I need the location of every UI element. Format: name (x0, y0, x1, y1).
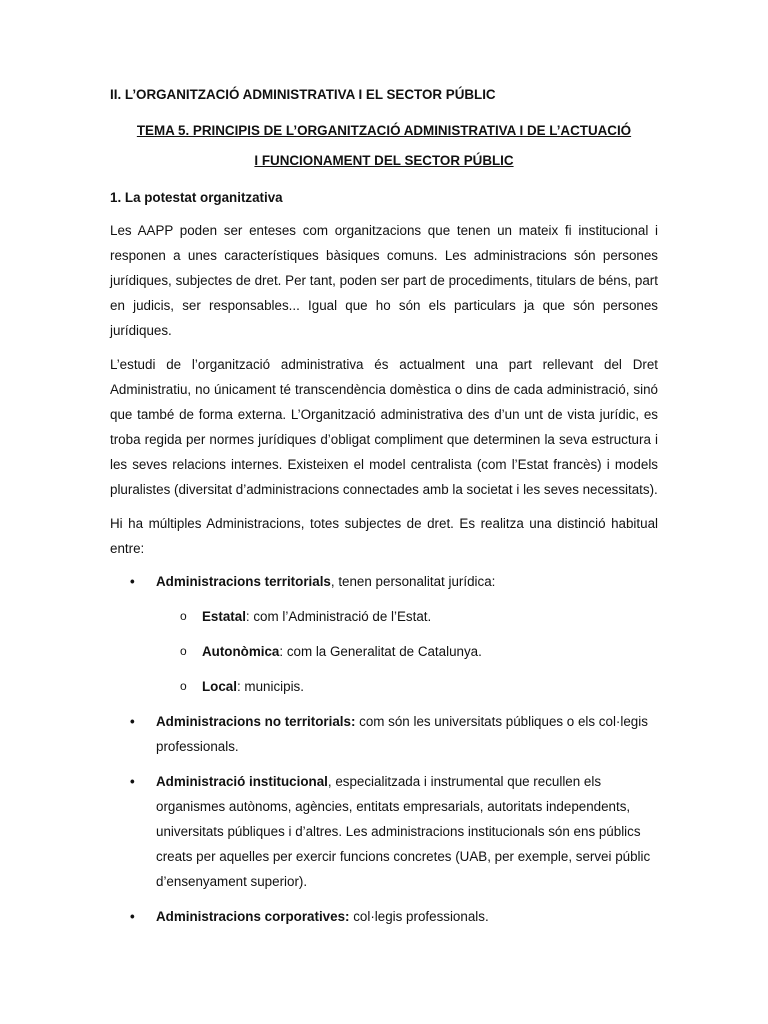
tema-title-line-2: I FUNCIONAMENT DEL SECTOR PÚBLIC (254, 153, 514, 168)
bullet-icon: • (130, 909, 135, 924)
part-title: II. L’ORGANITZACIÓ ADMINISTRATIVA I EL SECTOR PÚBLIC (110, 87, 496, 102)
tema-title-line-1: TEMA 5. PRINCIPIS DE L’ORGANITZACIÓ ADMINISTRATIVA I DE L’ACTUACIÓ (136, 123, 632, 138)
list-item (110, 569, 658, 699)
tema-title (110, 116, 658, 176)
bullet-icon: • (130, 714, 135, 729)
sublist-item (156, 674, 658, 699)
list-item-term: Administració institucional (156, 774, 328, 789)
administrations-list (110, 569, 658, 929)
sublist-item (156, 639, 658, 664)
list-item (110, 769, 658, 894)
list-item-term: Administracions no territorials: (156, 714, 356, 729)
bullet-icon: • (130, 774, 135, 789)
sublist-item-text: : municipis. (236, 679, 304, 694)
list-item (110, 709, 658, 759)
sublist-item (156, 604, 658, 629)
territorial-sublist (156, 604, 658, 699)
circle-bullet-icon: o (180, 644, 187, 658)
list-item-text: col·legis professionals. (349, 909, 489, 924)
sublist-item-text: : com la Generalitat de Catalunya. (279, 644, 482, 659)
sublist-item-term: Local (202, 679, 237, 694)
list-item-term: Administracions corporatives: (156, 909, 350, 924)
sublist-item-term: Estatal (202, 609, 246, 624)
sublist-item-text: : com l’Administració de l’Estat. (245, 609, 432, 624)
list-item-term: Administracions territorials (156, 574, 331, 589)
list-item-text: , tenen personalitat jurídica: (330, 574, 496, 589)
paragraph: Les AAPP poden ser enteses com organitzacions que tenen un mateix fi institucional i responen a unes característiques bàsiques comuns. Les administracions són persones jurídiques, subjectes de dret. Per tant, poden ser part de procediments, titulars de béns, part en judicis, ser responsables... Igual que ho són els particulars ja que són persones jurídiques. (110, 223, 658, 338)
paragraph: Hi ha múltiples Administracions, totes subjectes de dret. Es realitza una distinció habitual entre: (110, 516, 658, 556)
bullet-icon: • (130, 574, 135, 589)
sublist-item-term: Autonòmica (202, 644, 280, 659)
circle-bullet-icon: o (180, 609, 187, 623)
list-item-text: , especialitzada i instrumental que recullen els organismes autònoms, agències, entitats empresarials, autoritats independents, universitats públiques i d’altres. Les administracions institucionals són ens públics creats per aquelles per exercir funcions concretes (UAB, per exemple, servei públic d’ensenyament superior). (156, 774, 651, 889)
circle-bullet-icon: o (180, 679, 187, 693)
section-title: 1. La potestat organitzativa (110, 190, 283, 205)
list-item-text: com són les universitats públiques o els col·legis professionals. (156, 714, 648, 754)
list-item (110, 904, 658, 929)
paragraph: L’estudi de l’organització administrativa és actualment una part rellevant del Dret Administratiu, no únicament té transcendència domèstica o dins de cada administració, sinó que també de forma externa. L’Organització administrativa des d’un unt de vista jurídic, es troba regida per normes jurídiques d’obligat compliment que determinen la seva estructura i les seves relacions internes. Existeixen el model centralista (com l’Estat francès) i models pluralistes (diversitat d’administracions connectades amb la societat i les seves necessitats). (110, 357, 658, 497)
